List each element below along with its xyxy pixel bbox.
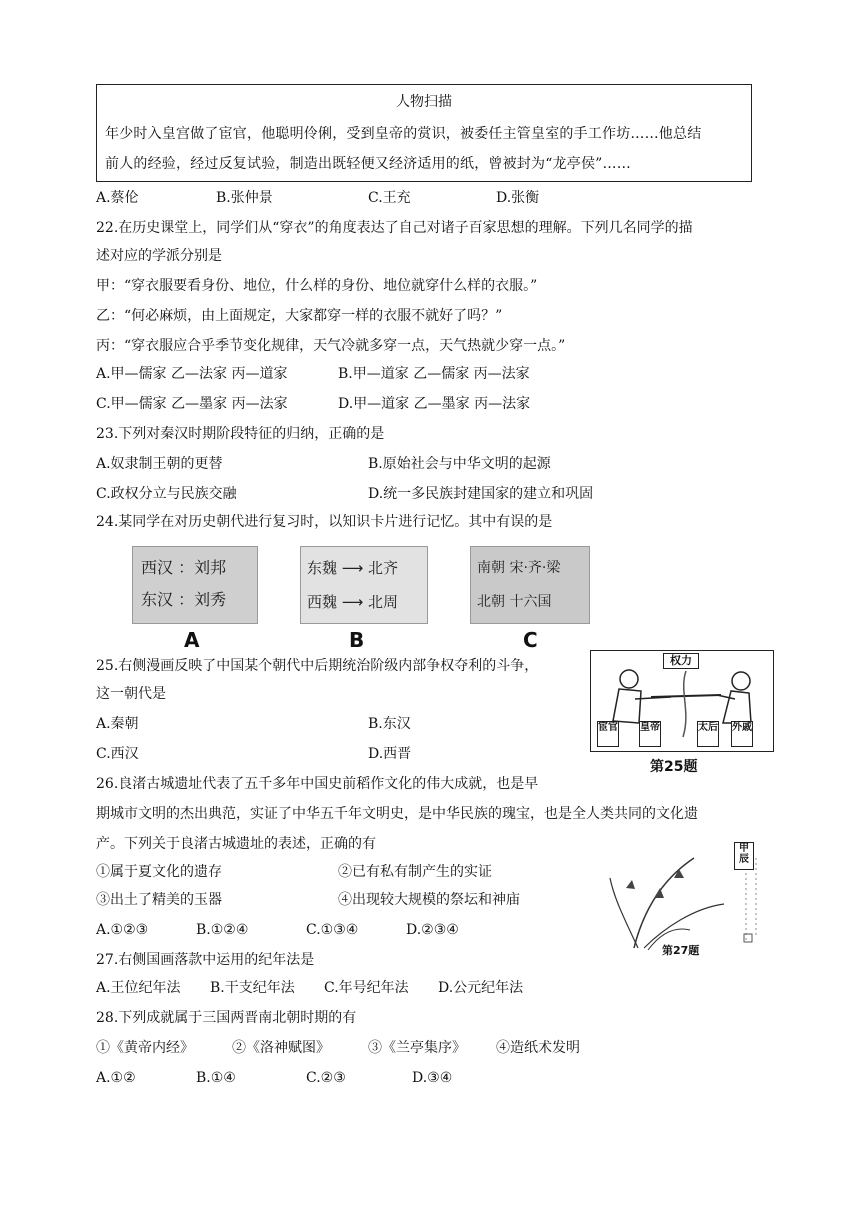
q26-option-a: A.①②③ [96, 922, 149, 938]
q25-option-b: B.东汉 [368, 716, 411, 732]
orchid-painting [604, 838, 774, 956]
q23-stem: 23.下列对秦汉时期阶段特征的归纳，正确的是 [96, 426, 385, 442]
q22-option-c: C.甲—儒家 乙—墨家 丙—法家 [96, 396, 288, 412]
tug-of-war-cartoon [590, 650, 774, 752]
figure-27-caption: 第27题 [662, 944, 700, 957]
q26-item-2: ②已有私有制产生的实证 [338, 864, 492, 880]
q21-option-b: B.张仲景 [216, 190, 273, 206]
q27-stem: 27.右侧国画落款中运用的纪年法是 [96, 952, 315, 968]
q26-item-1: ①属于夏文化的遗存 [96, 864, 222, 880]
q23-option-a: A.奴隶制王朝的更替 [96, 456, 223, 472]
q25-stem-1: 25.右侧漫画反映了中国某个朝代中后期统治阶级内部争权夺利的斗争， [96, 658, 539, 674]
q23-option-b: B.原始社会与中华文明的起源 [368, 456, 551, 472]
q26-option-b: B.①②④ [196, 922, 249, 938]
empress-dowager-tag: 太后 [697, 721, 719, 747]
q21-option-d: D.张衡 [496, 190, 540, 206]
q22-option-b: B.甲—道家 乙—儒家 丙—法家 [338, 366, 530, 382]
q22-yi: 乙：“何必麻烦，由上面规定，大家都穿一样的衣服不就好了吗？” [96, 308, 503, 324]
card-c-line-2: 北朝 十六国 [477, 594, 552, 610]
q26-stem-3: 产。下列关于良渚古城遗址的表述，正确的有 [96, 836, 376, 852]
card-c-line-1: 南朝 宋·齐·梁 [477, 560, 561, 576]
q28-option-a: A.①② [96, 1070, 136, 1086]
q22-stem-1: 22.在历史课堂上，同学们从“穿衣”的角度表达了自己对诸子百家思想的理解。下列几名同学的描 [96, 220, 693, 236]
q25-option-a: A.秦朝 [96, 716, 139, 732]
emperor-tag: 皇帝 [639, 721, 661, 747]
q28-option-c: C.②③ [306, 1070, 346, 1086]
box-title: 人物扫描 [396, 94, 452, 110]
card-a-line-2: 东汉 ：刘秀 [141, 590, 227, 609]
q26-stem-1: 26.良渚古城遗址代表了五千多年中国史前稻作文化的伟大成就，也是早 [96, 776, 539, 792]
card-b-line-1: 东魏 ⟶ 北齐 [307, 559, 399, 577]
q28-item-3: ③《兰亭集序》 [368, 1040, 466, 1056]
q28-item-2: ②《洛神赋图》 [232, 1040, 330, 1056]
figure-25-caption: 第25题 [650, 759, 698, 775]
knowledge-card-c [470, 546, 590, 624]
q22-option-d: D.甲—道家 乙—墨家 丙—法家 [338, 396, 531, 412]
q26-option-d: D.②③④ [406, 922, 459, 938]
box-line-2: 前人的经验，经过反复试验，制造出既轻便又经济适用的纸，曾被封为“龙亭侯”…… [105, 156, 631, 172]
q28-stem: 28.下列成就属于三国两晋南北朝时期的有 [96, 1010, 357, 1026]
q22-bing: 丙：“穿衣服应合乎季节变化规律，天气冷就多穿一点，天气热就少穿一点。” [96, 338, 566, 354]
consort-kin-tag: 外戚 [731, 721, 753, 747]
q22-stem-2: 述对应的学派分别是 [96, 248, 222, 264]
q27-option-b: B.干支纪年法 [210, 980, 295, 996]
q25-option-d: D.西晋 [368, 746, 412, 762]
q26-option-c: C.①③④ [306, 922, 359, 938]
q22-jia: 甲：“穿衣服要看身份、地位，什么样的身份、地位就穿什么样的衣服。” [96, 278, 538, 294]
q23-option-d: D.统一多民族封建国家的建立和巩固 [368, 486, 594, 502]
q28-item-4: ④造纸术发明 [496, 1040, 580, 1056]
q25-option-c: C.西汉 [96, 746, 139, 762]
q28-option-b: B.①④ [196, 1070, 236, 1086]
card-b-label: B [349, 628, 365, 652]
q21-option-c: C.王充 [368, 190, 411, 206]
q24-stem: 24.某同学在对历史朝代进行复习时，以知识卡片进行记忆。其中有误的是 [96, 514, 553, 530]
card-a-label: A [184, 628, 200, 652]
q28-option-d: D.③④ [412, 1070, 453, 1086]
q27-option-d: D.公元纪年法 [438, 980, 524, 996]
q26-item-3: ③出土了精美的玉器 [96, 892, 222, 908]
q25-stem-2: 这一朝代是 [96, 686, 166, 702]
knowledge-card-b [300, 546, 428, 624]
card-c-label: C [523, 628, 538, 652]
date-stamp: 甲辰 [734, 842, 754, 870]
q22-option-a: A.甲—儒家 乙—法家 丙—道家 [96, 366, 288, 382]
q21-option-a: A.蔡伦 [96, 190, 139, 206]
knowledge-card-a [132, 546, 258, 624]
q28-item-1: ①《黄帝内经》 [96, 1040, 194, 1056]
box-line-1: 年少时入皇宫做了宦官，他聪明伶俐，受到皇帝的赏识，被委任主管皇室的手工作坊……他总结 [105, 126, 702, 142]
character-scan-box [96, 84, 752, 182]
q27-option-a: A.王位纪年法 [96, 980, 181, 996]
card-a-line-1: 西汉 ：刘邦 [141, 558, 227, 577]
q26-item-4: ④出现较大规模的祭坛和神庙 [338, 892, 520, 908]
power-label: 权力 [663, 653, 699, 669]
q27-option-c: C.年号纪年法 [324, 980, 409, 996]
eunuch-tag: 宦官 [597, 721, 619, 747]
q26-stem-2: 期城市文明的杰出典范，实证了中华五千年文明史，是中华民族的瑰宝，也是全人类共同的文化遗 [96, 806, 698, 822]
card-b-line-2: 西魏 ⟶ 北周 [307, 593, 399, 611]
q23-option-c: C.政权分立与民族交融 [96, 486, 237, 502]
